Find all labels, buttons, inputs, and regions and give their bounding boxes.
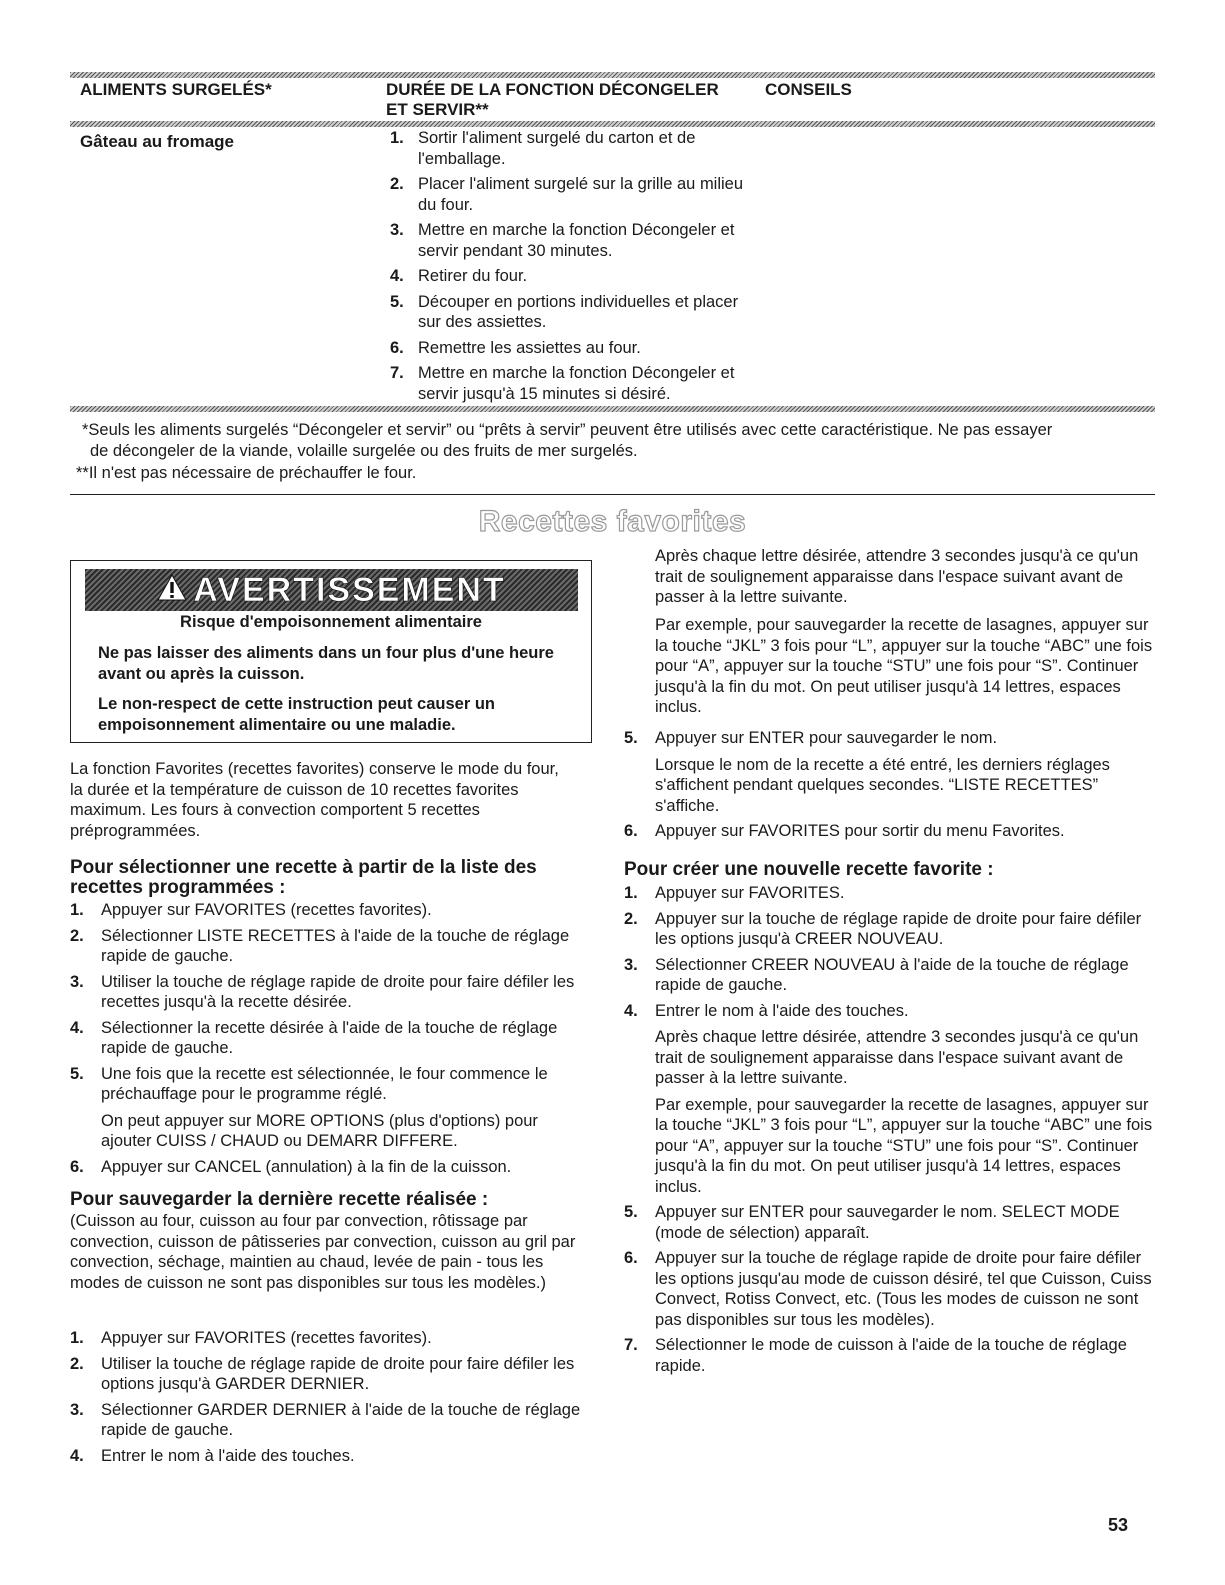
create-recipe-heading: Pour créer une nouvelle recette favorite :	[624, 859, 994, 880]
section-divider	[70, 494, 1155, 495]
list-item: 2. Sélectionner LISTE RECETTES à l'aide de la touche de réglage rapide de gauche.	[70, 926, 570, 965]
lasagna-example-note: Par exemple, pour sauvegarder la recette de lasagnes, appuyer sur la touche “JKL” 3 fois pour “L”, appuyer sur la touche “ABC” une fois pour “A”, appuyer sur la touche “STU” une fois pour “S”. Continuer jusqu'à la fin du mot. On peut utiliser jusqu'à 14 lettres, espaces inclus.	[655, 616, 1153, 716]
select-recipe-steps	[70, 900, 590, 1182]
list-item: 6. Appuyer sur CANCEL (annulation) à la fin de la cuisson.	[70, 1157, 512, 1176]
list-item: 3. Utiliser la touche de réglage rapide de droite pour faire défiler les recettes jusqu'à la recette désirée.	[70, 972, 575, 1011]
list-item: 5. Découper en portions individuelles et placer sur des assiettes.	[390, 292, 739, 331]
list-item: 6. Appuyer sur la touche de réglage rapide de droite pour faire défiler les options jusqu'au mode de cuisson désiré, tel que Cuisson, Cuiss Convect, Rotiss Convect, etc. (Tous les modes de cuisson ne sont pas disponibles sur tous les modèles).	[624, 1249, 1152, 1329]
save-last-recipe-steps	[70, 1328, 590, 1471]
list-item: 1. Appuyer sur FAVORITES (recettes favorites).	[70, 1329, 432, 1347]
footnote-ready-to-serve: *Seuls les aliments surgelés “Décongeler et servir” ou “prêts à servir” peuvent être utilisés avec cette caractéristique. Ne pas essayer de décongeler de la viande, volaille surgelée ou des fruits de mer surgelés.	[82, 421, 1053, 460]
list-item: 1. Appuyer sur FAVORITES (recettes favorites).	[70, 901, 432, 919]
defrost-steps-list	[376, 128, 756, 409]
header-duration: DURÉE DE LA FONCTION DÉCONGELER ET SERVIR**	[386, 80, 719, 119]
list-item: 7. Sélectionner le mode de cuisson à l'aide de la touche de réglage rapide.	[624, 1336, 1127, 1375]
footnote-preheat: **Il n'est pas nécessaire de préchauffer le four.	[76, 464, 417, 482]
list-item: 3. Sélectionner CREER NOUVEAU à l'aide de la touche de réglage rapide de gauche.	[624, 955, 1129, 994]
list-item: 5. Appuyer sur ENTER pour sauvegarder le nom. Lorsque le nom de la recette a été entré, les derniers réglages s'affichent pendant quelques secondes. “LISTE RECETTES” s'affiche.	[624, 729, 1110, 815]
header-frozen-foods: ALIMENTS SURGELÉS*	[80, 80, 272, 99]
create-recipe-steps	[624, 883, 1154, 1381]
list-item: 3. Mettre en marche la fonction Décongeler et servir pendant 30 minutes.	[390, 221, 735, 260]
row-food-label: Gâteau au fromage	[80, 132, 234, 151]
letter-entry-note: Après chaque lettre désirée, attendre 3 secondes jusqu'à ce qu'un trait de soulignement apparaisse dans l'espace suivant avant de passer à la lettre suivante.	[655, 547, 1139, 606]
list-item: 4. Entrer le nom à l'aide des touches. Après chaque lettre désirée, attendre 3 secondes jusqu'à ce qu'un trait de soulignement apparaisse dans l'espace suivant avant de passer à la lettre suivante. Par exemple, pour sauvegarder la recette de lasagnes, appuyer sur la touche “JKL” 3 fois pour “L”, appuyer sur la touche “ABC” une fois pour “A”, appuyer sur la touche “STU” une fois pour “S”. Continuer jusqu'à la fin du mot. On peut utiliser jusqu'à 14 lettres, espaces inclus.	[624, 1001, 1153, 1196]
warning-header	[85, 569, 578, 611]
save-last-recipe-heading: Pour sauvegarder la dernière recette réalisée :	[70, 1189, 489, 1210]
list-item: 4. Retirer du four.	[390, 267, 528, 285]
section-title: Recettes favorites	[478, 505, 747, 538]
list-item: 6. Remettre les assiettes au four.	[390, 338, 641, 357]
list-item: 2. Utiliser la touche de réglage rapide de droite pour faire défiler les options jusqu'à GARDER DERNIER.	[70, 1354, 575, 1393]
list-item: 5. Une fois que la recette est sélectionnée, le four commence le préchauffage pour le programme réglé. On peut appuyer sur MORE OPTIONS (plus d'options) pour ajouter CUISS / CHAUD ou DEMARR DIFFERE.	[70, 1064, 548, 1150]
list-item: 1. Appuyer sur FAVORITES.	[624, 884, 845, 902]
table-header-rule	[70, 121, 1155, 127]
warning-title: AVERTISSEMENT	[193, 570, 506, 609]
list-item: 1. Sortir l'aliment surgelé du carton et de l'emballage.	[390, 129, 696, 168]
warning-subtitle: Risque d'empoisonnement alimentaire	[180, 613, 482, 631]
page-number: 53	[1108, 1515, 1129, 1535]
warning-line-2: Le non-respect de cette instruction peut causer un empoisonnement alimentaire ou une maladie.	[98, 695, 495, 734]
header-tips: CONSEILS	[765, 80, 852, 99]
list-item: 6. Appuyer sur FAVORITES pour sortir du menu Favorites.	[624, 822, 1065, 840]
list-item: 3. Sélectionner GARDER DERNIER à l'aide de la touche de réglage rapide de gauche.	[70, 1400, 581, 1439]
list-item: 4. Sélectionner la recette désirée à l'aide de la touche de réglage rapide de gauche.	[70, 1018, 558, 1057]
table-bottom-rule	[70, 406, 1155, 412]
save-last-recipe-steps-cont	[624, 728, 1154, 847]
list-item: 5. Appuyer sur ENTER pour sauvegarder le nom. SELECT MODE (mode de sélection) apparaît.	[624, 1203, 1120, 1242]
list-item: 2. Appuyer sur la touche de réglage rapide de droite pour faire défiler les options jusqu'à CREER NOUVEAU.	[624, 909, 1142, 948]
favorites-intro: La fonction Favorites (recettes favorites) conserve le mode du four, la durée et la température de cuisson de 10 recettes favorites maximum. Les fours à convection comportent 5 recettes préprogrammées.	[70, 760, 559, 840]
warning-line-1: Ne pas laisser des aliments dans un four plus d'une heure avant ou après la cuisson.	[98, 644, 554, 683]
list-item: 2. Placer l'aliment surgelé sur la grille au milieu du four.	[390, 175, 744, 214]
list-item: 4. Entrer le nom à l'aide des touches.	[70, 1446, 355, 1465]
save-last-recipe-intro: (Cuisson au four, cuisson au four par convection, rôtissage par convection, cuisson de pâtisseries par convection, cuisson au gril par convection, séchage, maintien au chaud, levée de pain - tous les modes de cuisson ne sont pas disponibles sur tous les modèles.)	[70, 1212, 576, 1292]
table-top-rule	[70, 72, 1155, 78]
list-item: 7. Mettre en marche la fonction Décongeler et servir jusqu'à 15 minutes si désiré.	[390, 364, 735, 403]
select-recipe-heading: Pour sélectionner une recette à partir de la liste des recettes programmées :	[70, 857, 537, 898]
alert-triangle-icon	[157, 574, 187, 606]
